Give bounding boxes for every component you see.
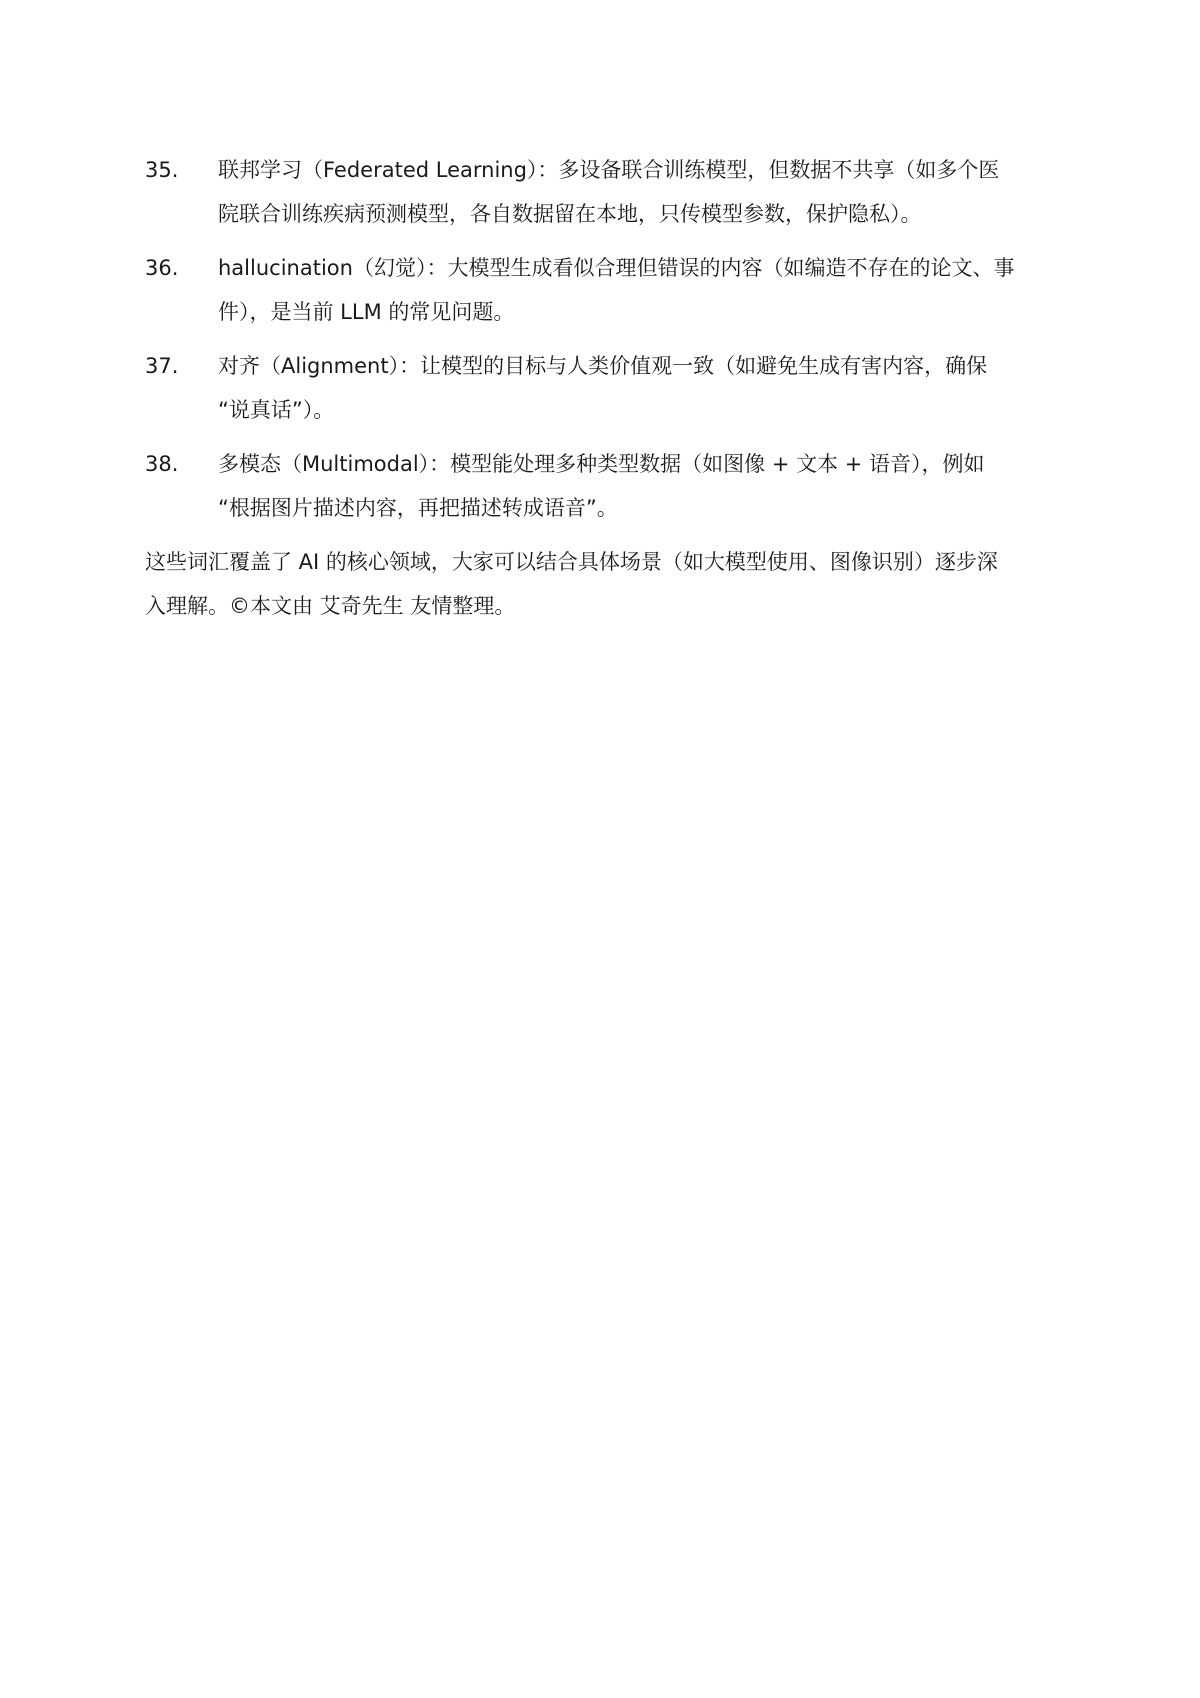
item-text-line: 联邦学习（Federated Learning）：多设备联合训练模型，但数据不共享（如多个医 [218, 158, 1000, 182]
summary-line: 入理解。©本文由 艾奇先生 友情整理。 [145, 594, 516, 618]
list-item [145, 148, 1065, 236]
item-text [218, 148, 1065, 236]
item-text [218, 246, 1065, 334]
item-number: 35. [145, 158, 179, 182]
list-item [145, 442, 1065, 530]
summary-paragraph [145, 540, 1065, 628]
item-text-line: 对齐（Alignment）：让模型的目标与人类价值观一致（如避免生成有害内容，确保 [218, 354, 988, 378]
item-text-line: 多模态（Multimodal）：模型能处理多种类型数据（如图像 + 文本 + 语音），例如 [218, 452, 985, 476]
item-number: 38. [145, 452, 179, 476]
item-text-line: 件），是当前 LLM 的常见问题。 [218, 300, 515, 324]
item-number: 37. [145, 354, 179, 378]
item-text-line: “说真话”）。 [218, 398, 335, 422]
summary-line: 这些词汇覆盖了 AI 的核心领域，大家可以结合具体场景（如大模型使用、图像识别）逐步深 [145, 550, 998, 574]
item-text-line: “根据图片描述内容，再把描述转成语音”。 [218, 496, 618, 520]
item-text [218, 442, 1065, 530]
list-item [145, 344, 1065, 432]
item-text-line: 院联合训练疾病预测模型，各自数据留在本地，只传模型参数，保护隐私）。 [218, 202, 922, 226]
item-text [218, 344, 1065, 432]
item-text-line: hallucination（幻觉）：大模型生成看似合理但错误的内容（如编造不存在的论文、事 [218, 256, 1015, 280]
list-item [145, 246, 1065, 334]
item-number: 36. [145, 256, 179, 280]
document-content [145, 148, 1065, 628]
